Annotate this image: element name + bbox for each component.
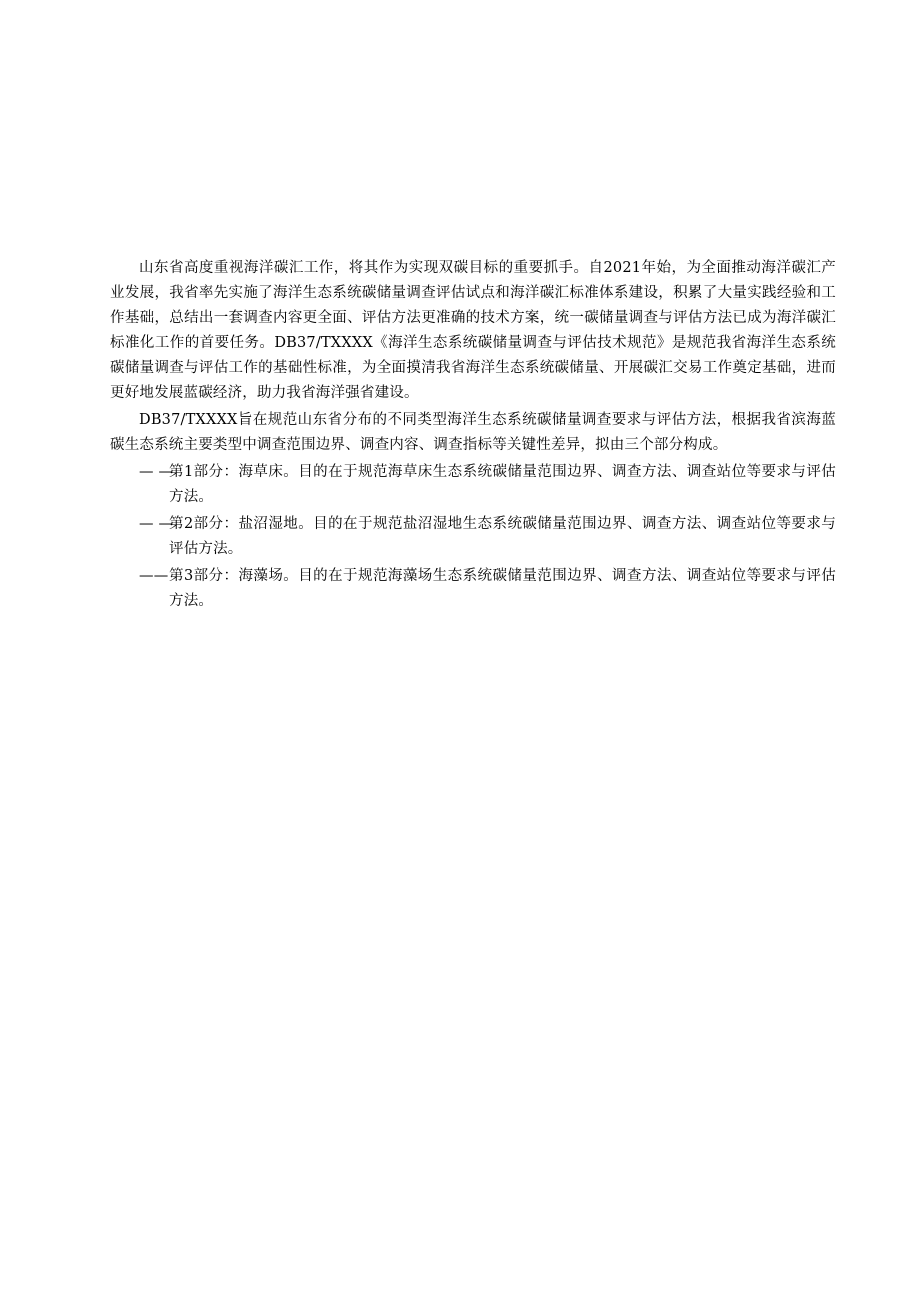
parts-list — [110, 460, 836, 614]
intro-paragraph: 山东省高度重视海洋碳汇工作，将其作为实现双碳目标的重要抓手。自2021年始，为全面推动海洋碳汇产业发展，我省率先实施了海洋生态系统碳储量调查评估试点和海洋碳汇标准体系建设，积累了大量实践经验和工作基础，总结出一套调查内容更全面、评估方法更准确的技术方案，统一碳储量调查与评估方法已成为海洋碳汇标准化工作的首要任务。DB37/TXXXX《海洋生态系统碳储量调查与评估技术规范》是规范我省海洋生态系统碳储量调查与评估工作的基础性标准，为全面摸清我省海洋生态系统碳储量、开展碳汇交易工作奠定基础，进而更好地发展蓝碳经济，助力我省海洋强省建设。 — [110, 260, 836, 401]
list-item — [110, 460, 836, 510]
list-item-text: 第3部分：海藻场。目的在于规范海藻场生态系统碳储量范围边界、调查方法、调查站位等要求与评估方法。 — [169, 568, 836, 609]
dash-marker: — — — [139, 516, 174, 532]
list-item — [110, 564, 836, 614]
list-item — [110, 512, 836, 562]
document-body — [110, 256, 836, 616]
scope-paragraph: DB37/TXXXX旨在规范山东省分布的不同类型海洋生态系统碳储量调查要求与评估方法，根据我省滨海蓝碳生态系统主要类型中调查范围边界、调查内容、调查指标等关键性差异，拟由三个部分构成。 — [110, 412, 836, 453]
dash-marker: —— — [139, 568, 169, 584]
dash-marker: — — — [139, 464, 174, 480]
list-item-text: 第2部分：盐沼湿地。目的在于规范盐沼湿地生态系统碳储量范围边界、调查方法、调查站位等要求与评估方法。 — [169, 516, 836, 557]
list-item-text: 第1部分：海草床。目的在于规范海草床生态系统碳储量范围边界、调查方法、调查站位等要求与评估方法。 — [169, 464, 836, 505]
